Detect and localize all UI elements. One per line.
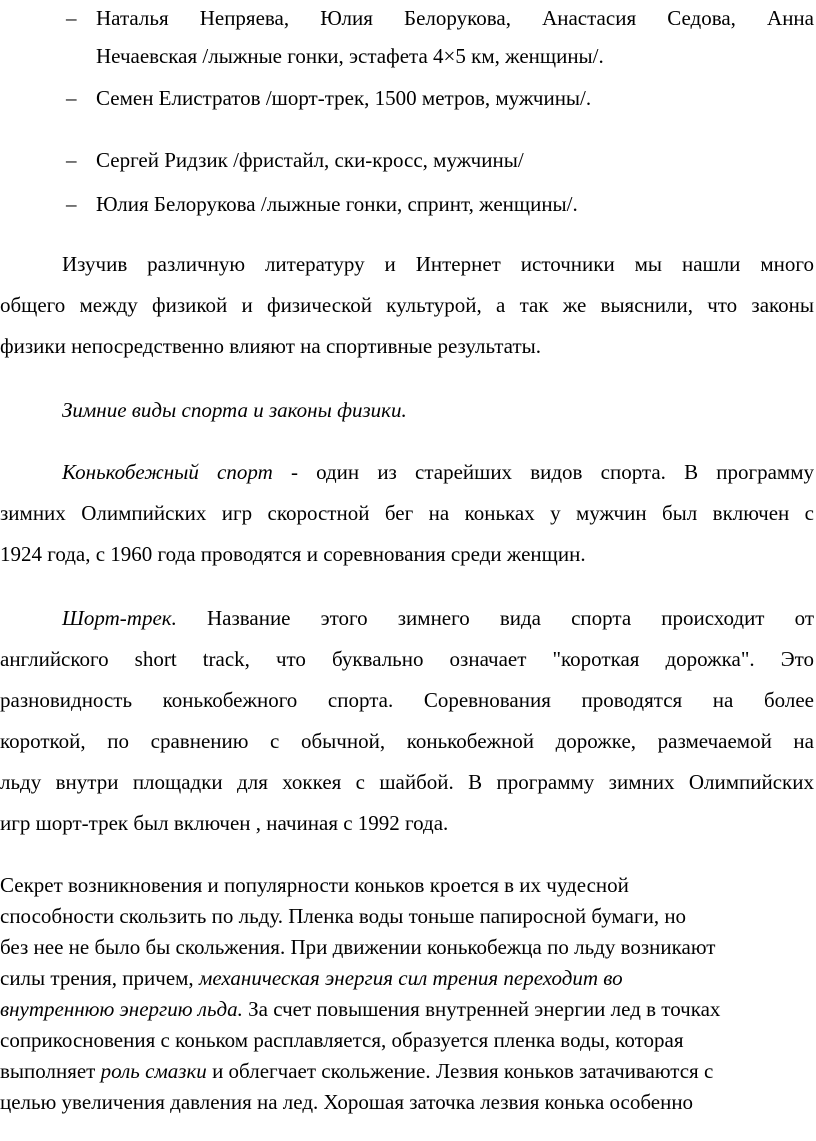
list-dash: – [66,6,77,30]
list-item-text: Юлия Белорукова /лыжные гонки, спринт, женщины/. [96,192,578,216]
term-skating: Конькобежный спорт [62,460,273,484]
secret-paragraph: Секрет возникновения и популярности коньков кроется в их чудесной способности скользить по льду. Пленка воды тоньше папиросной бумаги, но без нее не было бы скольжения. При движении конькобежца по льду возникают силы трения, причем, механическая энергия сил трения переходит во внутреннюю энергию льда. За счет повышения внутренней энергии лед в точках соприкосновения с коньком расплавляется, образуется пленка воды, которая выполняет роль смазки и облегчает скольжение. Лезвия коньков затачиваются с целью увеличения давления на лед. Хорошая заточка лезвия конька особенно [0,873,721,1114]
list-dash: – [66,86,77,110]
list-item-text: Семен Елистратов /шорт-трек, 1500 метров, мужчины/. [96,86,592,110]
section-heading: Зимние виды спорта и законы физики. [62,398,407,422]
list-dash: – [66,192,77,216]
skating-paragraph: Конькобежный спорт - один из старейших видов спорта. В программу зимних Олимпийских игр скоростной бег на коньках у мужчин был включен с 1924 года, с 1960 года проводятся и соревнования среди женщин. [0,460,814,566]
list-dash: – [66,148,77,172]
list-item-text: Наталья Непряева, Юлия Белорукова, Анастасия Седова, Анна [96,6,814,30]
term-shorttrack: Шорт-трек. [62,606,177,630]
list-item-text: Сергей Ридзик /фристайл, ски-кросс, мужчины/ [96,148,524,172]
list-item-text: Нечаевская /лыжные гонки, эстафета 4×5 км, женщины/. [96,44,604,68]
intro-paragraph: Изучив различную литературу и Интернет источники мы нашли много общего между физикой и физической культурой, а так же выяснили, что законы физики непосредственно влияют на спортивные результаты. [0,252,814,358]
shorttrack-paragraph: Шорт-трек. Название этого зимнего вида спорта происходит от английского short track, что буквально означает "короткая дорожка". Это разновидность конькобежного спорта. Соревнования проводятся на более короткой, по сравнению с обычной, конькобежной дорожке, размечаемой на льду внутри площадки для хоккея с шайбой. В программу зимних Олимпийских игр шорт-трек был включен , начиная с 1992 года. [0,606,814,835]
